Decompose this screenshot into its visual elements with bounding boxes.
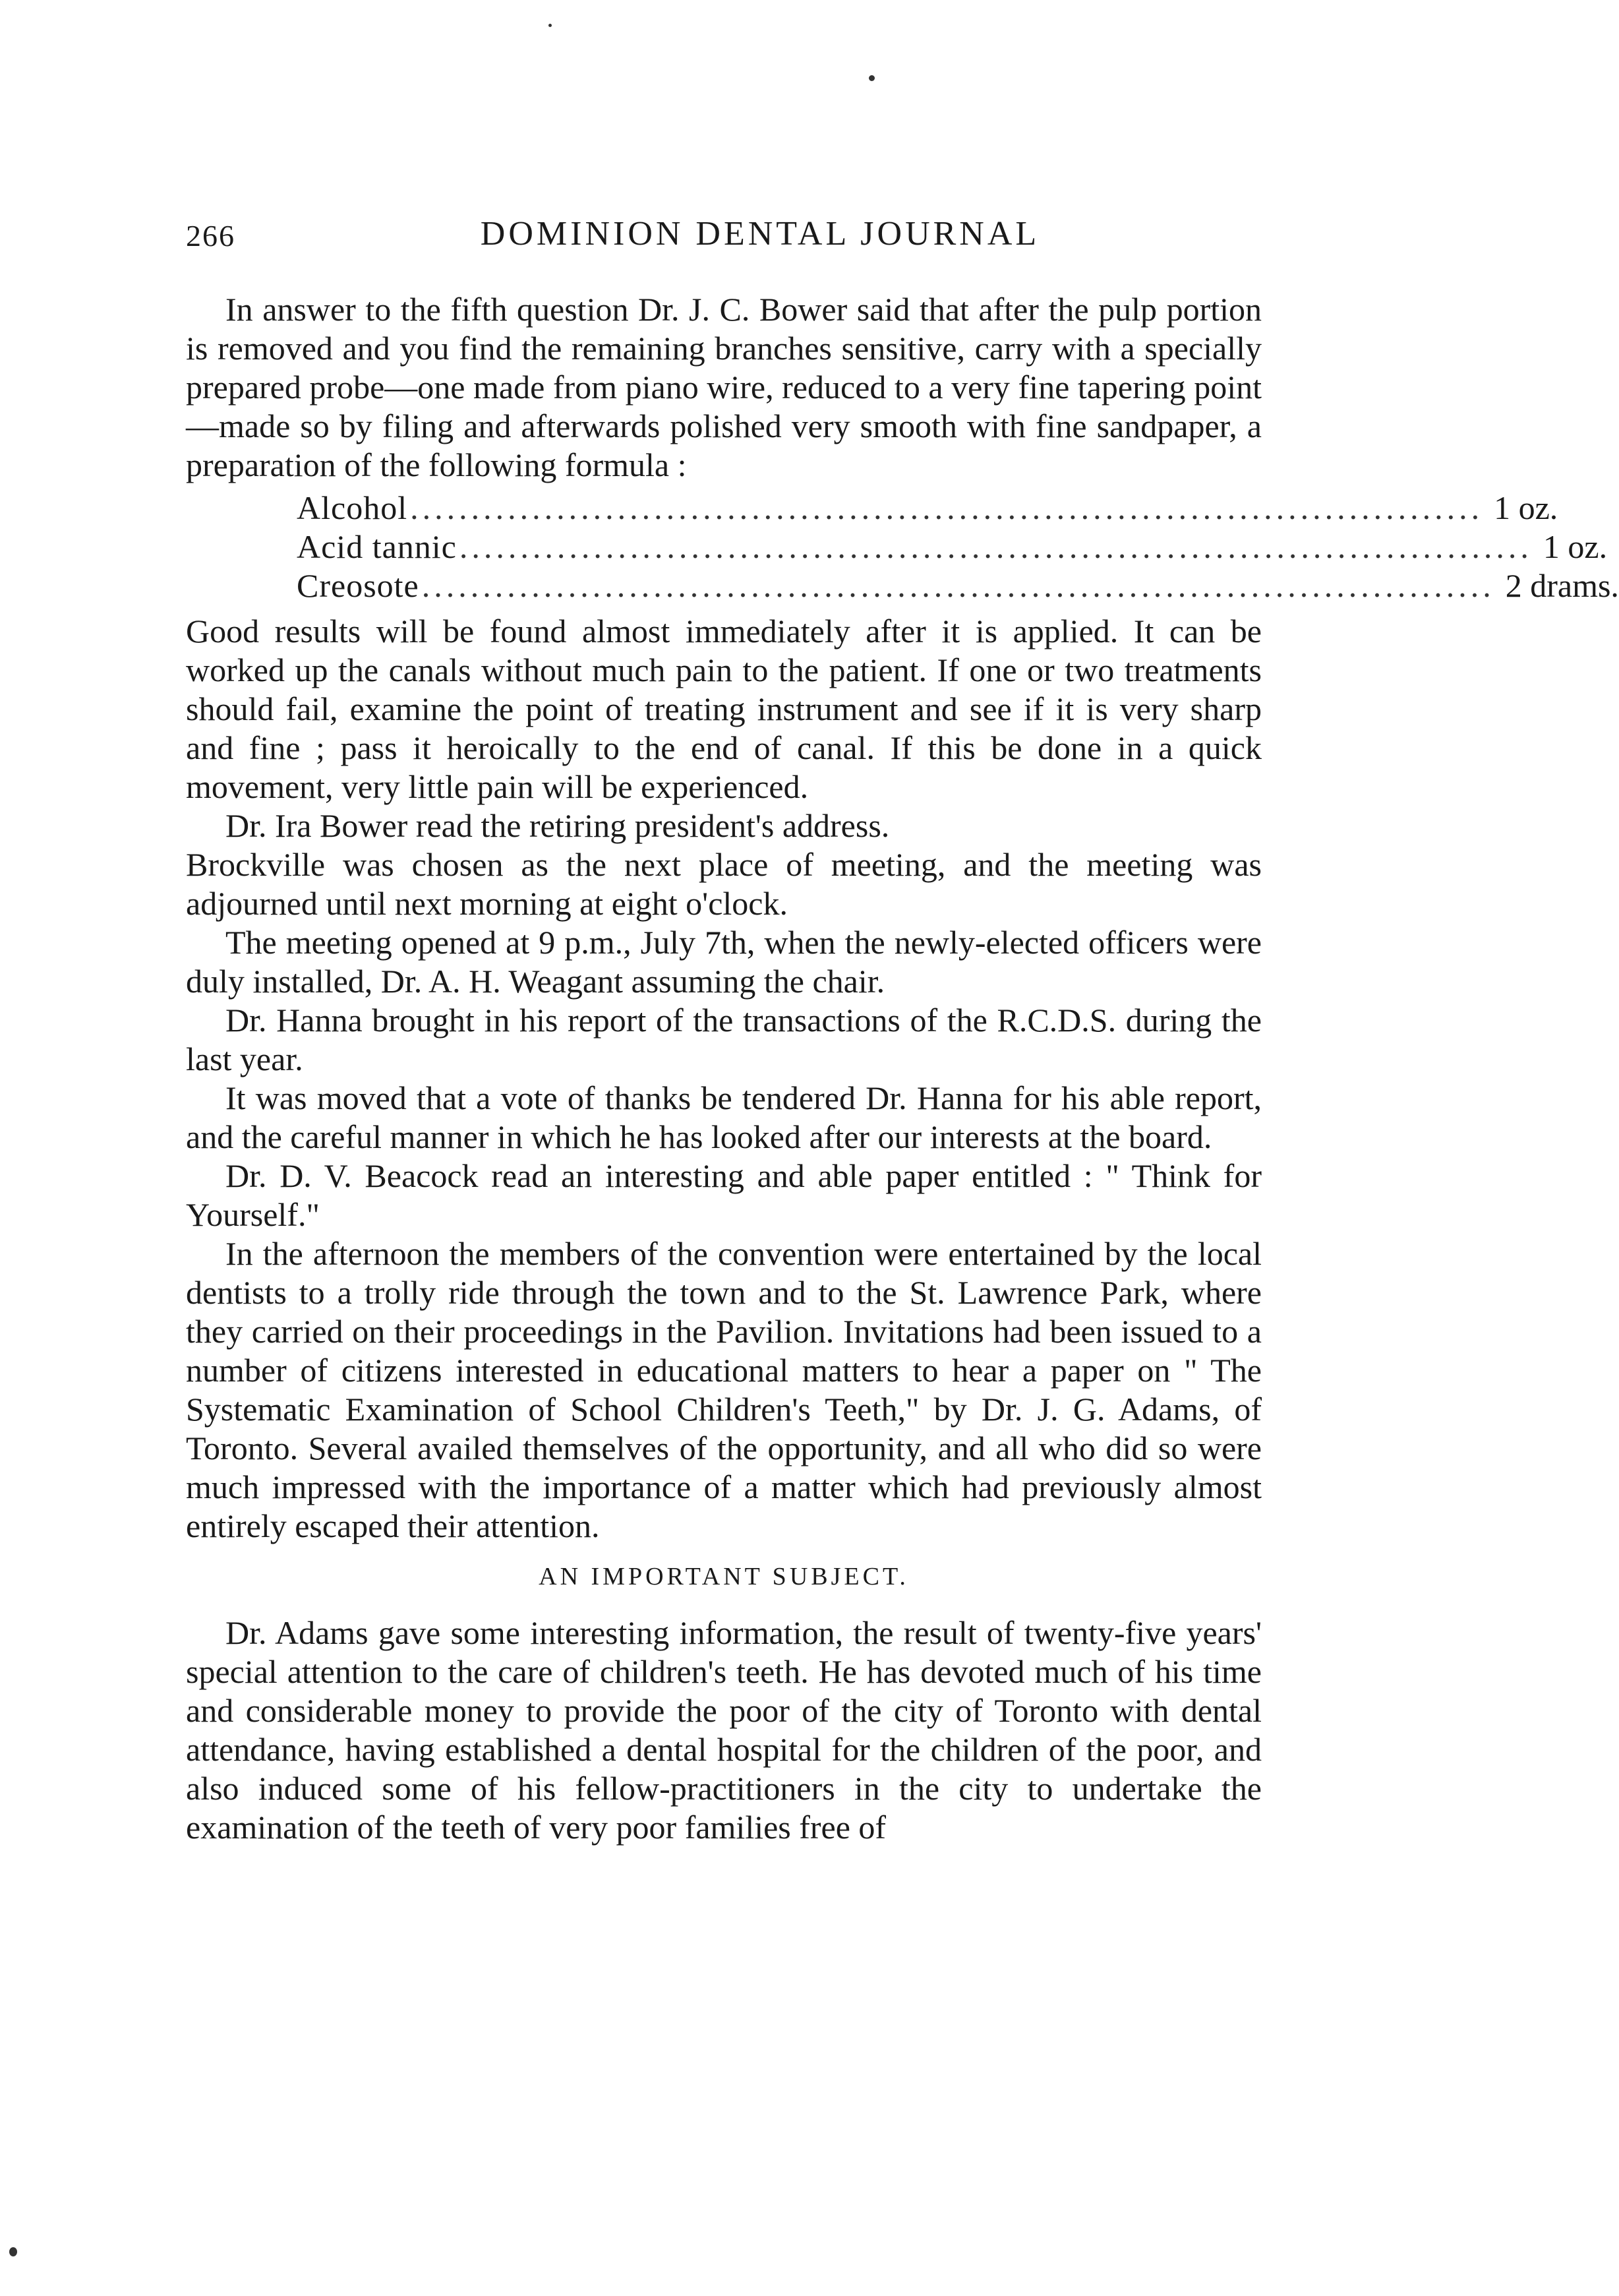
paragraph: In the afternoon the members of the convention were entertained by the local dentists to a trolly ride through the town and to the St. Lawrence Park, where they carried on their proceedings in the Pavilion. Invitations had been issued to a number of citizens interested in educational matters to hear a paper on " The Systematic Examination of School Children's Teeth," by Dr. J. G. Adams, of Toronto. Several availed themselves of the opportunity, and all who did so were much impressed with the importance of a matter which had previously almost entirely escaped their attention.: [186, 1235, 1262, 1544]
formula-quantity: 1 oz.: [1543, 528, 1608, 565]
paragraph: Dr. Adams gave some interesting information, the result of twenty-five years' special attention to the care of children's teeth. He has devoted much of his time and considerable money to provide the poor of the city of Toronto with dental attendance, having established a dental hospital for the children of the poor, and also induced some of his fellow-practitioners in the city to undertake the examination of the teeth of very poor families free of: [186, 1614, 1262, 1846]
paragraph: Dr. D. V. Beacock read an interesting and able paper entitled : " Think for Yourself.": [186, 1157, 1262, 1233]
leader-dots: ........................................................................................: [421, 567, 1495, 604]
ink-speck: [869, 75, 875, 81]
leader-dots: ........................................................................................: [410, 489, 1484, 526]
article-body: [186, 290, 1619, 1847]
formula-quantity: 1 oz.: [1494, 489, 1558, 526]
formula-ingredient: Acid tannic: [297, 528, 457, 565]
paragraph: It was moved that a vote of thanks be tendered Dr. Hanna for his able report, and the careful manner in which he has looked after our interests at the board.: [186, 1079, 1262, 1155]
ink-speck: [548, 24, 552, 27]
section-heading: AN IMPORTANT SUBJECT.: [539, 1563, 909, 1590]
formula-item: [297, 566, 1619, 605]
paragraph: Brockville was chosen as the next place of meeting, and the meeting was adjourned until next morning at eight o'clock.: [186, 846, 1262, 922]
leader-dots: ........................................................................................: [459, 528, 1533, 565]
formula-item: [297, 528, 1608, 566]
paragraph: Dr. Hanna brought in his report of the transactions of the R.C.D.S. during the last year.: [186, 1002, 1262, 1077]
paragraph: In answer to the fifth question Dr. J. C. Bower said that after the pulp portion is removed and you find the remaining branches sensitive, carry with a specially prepared probe—one made from piano wire, reduced to a very fine tapering point—made so by filing and afterwards polished very smooth with fine sandpaper, a preparation of the following formula :: [186, 291, 1262, 483]
formula-item: [297, 489, 1558, 528]
formula-list: [297, 489, 1619, 605]
page-number: 266: [186, 219, 235, 253]
paragraph: Good results will be found almost immediately after it is applied. It can be worked up the canals without much pain to the patient. If one or two treatments should fail, examine the point of treating instrument and see if it is very sharp and fine ; pass it heroically to the end of canal. If this be done in a quick movement, very little pain will be experienced.: [186, 613, 1262, 805]
paragraph: Dr. Ira Bower read the retiring president's address.: [225, 807, 890, 844]
formula-quantity: 2 drams.: [1505, 567, 1619, 604]
paragraph: The meeting opened at 9 p.m., July 7th, when the newly-elected officers were duly installed, Dr. A. H. Weagant assuming the chair.: [186, 924, 1262, 1000]
page-header: [186, 214, 1262, 267]
ink-speck: [9, 2247, 17, 2256]
formula-ingredient: Creosote: [297, 567, 419, 604]
formula-ingredient: Alcohol: [297, 489, 408, 526]
running-title: DOMINION DENTAL JOURNAL: [480, 215, 1040, 253]
